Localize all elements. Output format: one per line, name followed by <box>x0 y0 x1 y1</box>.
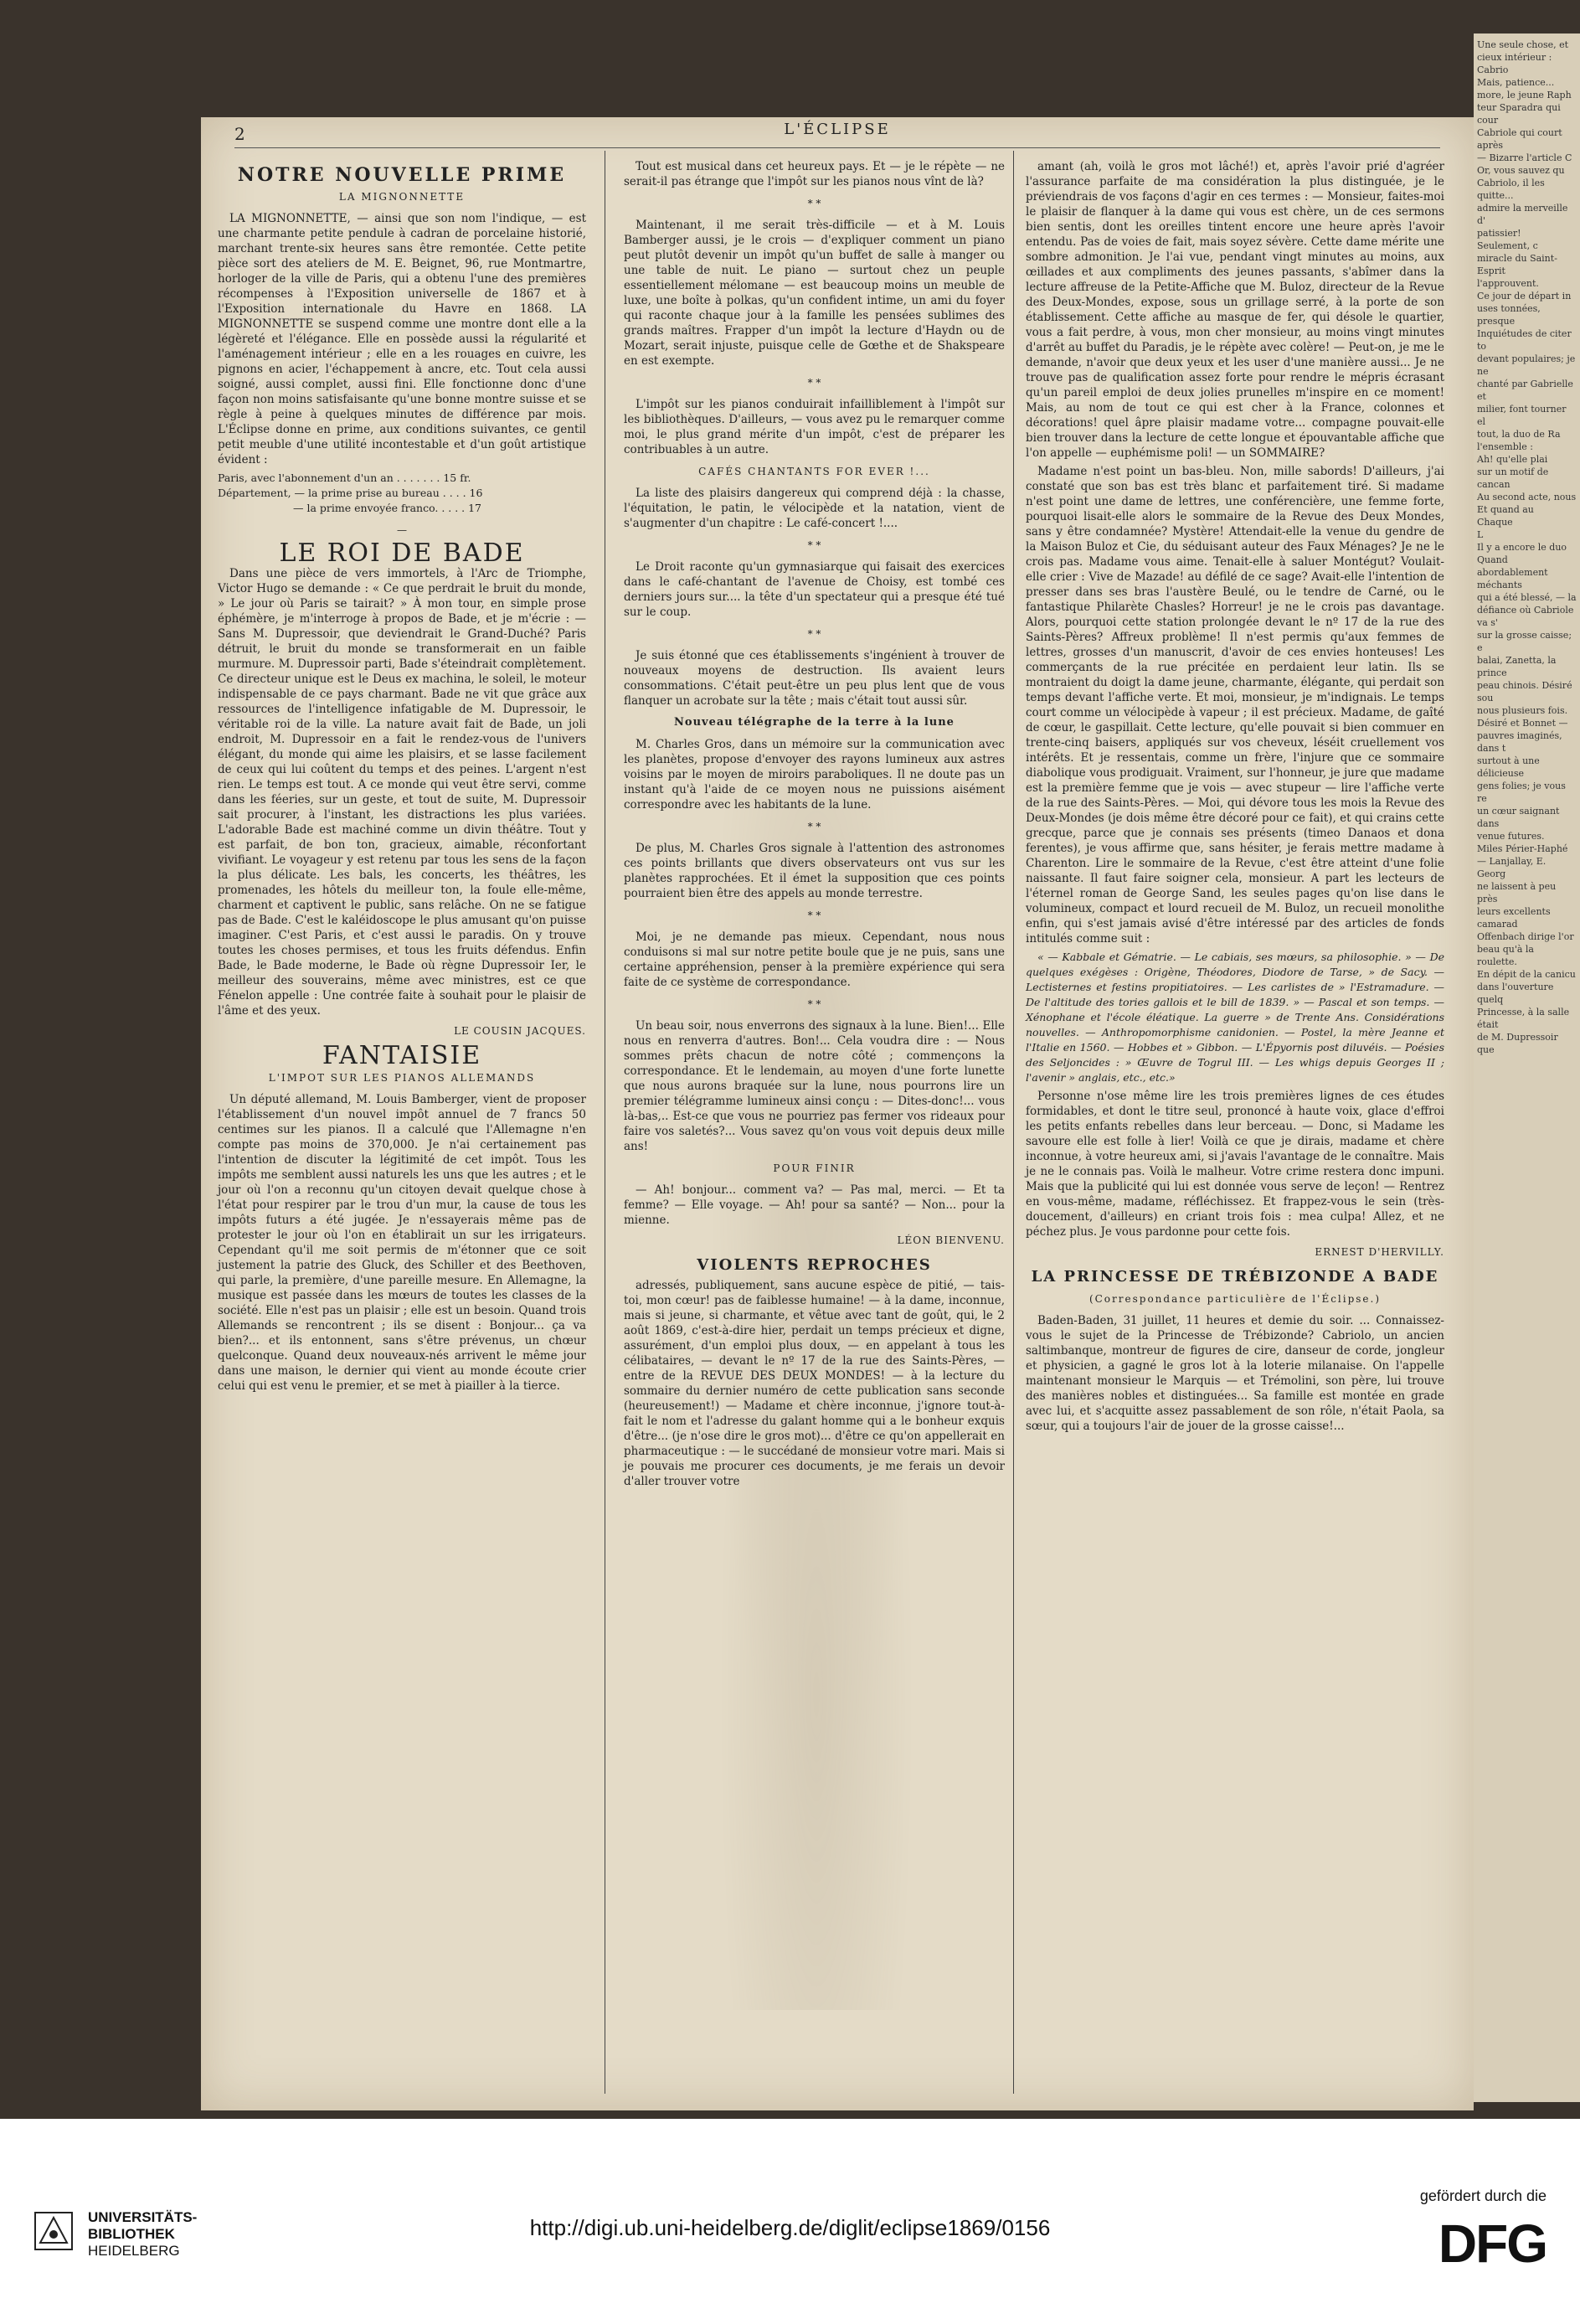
violents-title: VIOLENTS REPROCHES <box>697 1256 932 1274</box>
princesse-text: Baden-Baden, 31 juillet, 11 heures et demie du soir. ... Connaissez-vous le sujet de la Princesse de Trébizonde? Cabriolo, un ancien saltimbanque, montreur de figures de cire, danseur de corde, jongleur et physicien, a gagné le gros lot à la loterie milanaise. On l'appelle maintenant monsieur le Marquis — et Trémolini, son père, lui trouve des manières nobles et distinguées... Sa famille est montée en grade avec lui, et s'acquitte assez passablement de son rôle, n'était Paola, sa sœur, qui a toujours l'air de jouer de la grosse caisse!... <box>1026 1314 1444 1433</box>
column-3 <box>1026 159 1444 1437</box>
column-2 <box>624 159 1005 1492</box>
paragraph: L'impôt sur les pianos conduirait infailliblement à l'impôt sur les bibliothèques. D'ailleurs, — vous avez pu le remarquer comme moi, le plus grand mérite d'un impôt, c'est de préparer les contribuables à un autre. <box>624 398 1005 456</box>
separator: * * <box>807 910 821 921</box>
fantaisie-title: FANTAISIE <box>322 1041 482 1070</box>
paragraph: Un beau soir, nous enverrons des signaux à la lune. Bien!... Elle nous en renverra d'autres. Bon!... Cela voudra dire : — Nous sommes prêts chacun de notre côté ; commençons la correspondance. Et le lendemain, au moyen d'une forte lunette que nous aurons braquée sur la lune, nous pourrons lire un premier télégramme lumineux ainsi conçu : — Dites-donc!... vous là-bas,.. Est-ce que vous ne pourriez pas fermer vos rideaux pour faire vos saletés?... Vous savez qu'on vous voit depuis deux mille ans! <box>624 1019 1005 1153</box>
separator: * * <box>807 821 821 832</box>
page-number: 2 <box>234 124 245 144</box>
signature: ERNEST D'HERVILLY. <box>1315 1246 1444 1258</box>
university-name-line: BIBLIOTHEK <box>88 2226 175 2242</box>
source-url-link[interactable]: http://digi.ub.uni-heidelberg.de/diglit/eclipse1869/0156 <box>529 2215 1051 2240</box>
paragraph: Personne n'ose même lire les trois premières lignes de ces études formidables, et dont le titre seul, prononcé à haute voix, glace d'effroi les petits enfants rebelles dans leur berceau. — Donc, si Madame les savoure elle est folle à lier! Voilà ce que je dirais, madame et chère inconnue, à votre heureux ami, si j'avais l'avantage de le connaître. Mais je ne le connais pas. Voilà le malheur. Votre crime restera donc impuni. Mais que la publicité qui lui est donnée vous serve de leçon! — Rentrez en vous-même, madame, réfléchissez. Et frappez-vous le sein (très-doucement, d'ailleurs) en criant trois fois : mea culpa! Allez, et ne péchez plus. Je vous pardonne pour cette fois. <box>1026 1090 1444 1239</box>
paragraph: Maintenant, il me serait très-difficile — et à M. Louis Bamberger aussi, je le crois — d'expliquer comment un piano peut plutôt devenir un impôt qu'un buffet de salle à manger ou une table de nuit. Le piano — surtout chez un peuple essentiellement mélomane — est beaucoup moins un meuble de luxe, une boîte à polkas, qu'un confident intime, un ami du foyer qui raconte chaque jour à la famille les pensées sublimes des grands maîtres. Frapper d'un impôt la lecture d'Haydn ou de Mozart, serait injuste, puisque celle de Gœthe et de Shakspeare en est exempte. <box>624 219 1005 368</box>
dialogue: — Ah! bonjour... comment va? — Pas mal, merci. — Et ta femme? — Elle voyage. — Ah! pour sa santé? — Non... pour la mienne. <box>624 1183 1005 1227</box>
adjacent-page-text: Une seule chose, et cieux intérieur : Cabrio Mais, patience... more, le jeune Raph teur Sparadra qui cour Cabriole qui court après — Bizarre l'article C Or, vous sauvez qu Cabriolo, il les quitte... admire la merveille d' patissier! Seulement, c miracle du Saint-Esprit l'approuvent. Ce jour de départ in uses tonnées, presque Inquiétudes de citer to devant populaires; je ne chanté par Gabrielle et milier, font tourner el tout, la duo de Ra l'ensemble : Ah! qu'elle plai sur un motif de cancan Au second acte, nous Et quand au Chaque L Il y a encore le duo Quand abordablement méchants qui a été blessé, — la défiance où Cabriole va s' sur la grosse caisse; e balai, Zanetta, la prince peau chinois. Désiré sou nous plusieurs fois. Désiré et Bonnet — pauvres imaginés, dans t surtout à une délicieuse gens folies; je vous re un cœur saignant dans venue futures. Miles Périer-Haphé — Lanjallay, E. Georg ne laissent à peu près leurs excellents camarad Offenbach dirige l'or beau qu'à la roulette. En dépit de la canicu dans l'ouverture quelq Princesse, à la salle était de M. Dupressoir que <box>1477 39 1577 1055</box>
roi-title: LE ROI DE BADE <box>279 538 525 568</box>
cafes-title: CAFÉS CHANTANTS FOR EVER !... <box>698 466 930 477</box>
separator: * * <box>807 377 821 389</box>
column-1 <box>218 159 586 1397</box>
separator: * * <box>807 198 821 209</box>
paragraph: Je suis étonné que ces établissements s'ingénient à trouver de nouveaux moyens de destruction. Ils avaient leurs consommations. C'était peut-être un peu plus lent que de vous flanquer un acrobate sur la tête ; mais c'était tout aussi sûr. <box>624 649 1005 708</box>
university-name-line: UNIVERSITÄTS- <box>88 2209 198 2225</box>
sponsor-label: gefördert durch die <box>1419 2187 1547 2204</box>
signature: LÉON BIENVENU. <box>897 1234 1005 1246</box>
prime-subtitle: LA MIGNONNETTE <box>338 191 466 203</box>
column-rule-2 <box>1013 151 1014 2094</box>
fantaisie-text: Un député allemand, M. Louis Bamberger, vient de proposer l'établissement d'un nouvel impôt annuel de 7 francs 50 centimes sur les pianos. Il a calculé que l'Allemagne n'en compte pas moins de 370,000. Je n'ai certainement pas l'intention de discuter la légitimité de cet impôt. Tous les impôts me semblent aussi naturels les uns que les autres ; et le jour où l'on a reconnu qu'un citoyen devait quelque chose à l'état pour respirer par le trou d'un mur, la cause de tous les impôts futurs a été jugée. Je n'essayerais même pas de protester le jour où l'on en établirait un sur les irrigateurs. Cependant qu'il me soit permis de m'étonner que ce soit justement la patrie des Gluck, des Schiller et des Beethoven, qui parle, la première, d'une pareille mesure. En Allemagne, la musique est passée dans les mœurs de toutes les classes de la société. Elle n'est pas un plaisir ; elle est un besoin. Quand trois Allemands se rencontrent ; ils se disent : Bonjour... ça va bien?... et ils entonnent, sans s'être prévenus, un chœur quelconque. Quand deux nouveaux-nés arrivent le même jour dans une maison, le dernier qui vient au monde écoute crier celui qui est venu le premier, et se met à piailler à la tierce. <box>218 1093 586 1393</box>
paragraph: Le Droit raconte qu'un gymnasiarque qui faisait des exercices dans le café-chantant de l'avenue de Choisy, est tombé ces derniers jours sur.... la tête d'un spectateur qui a presque été tué sur le coup. <box>624 560 1005 619</box>
fantaisie-subtitle: L'IMPOT SUR LES PIANOS ALLEMANDS <box>268 1072 536 1084</box>
paragraph: La liste des plaisirs dangereux qui comprend déjà : la chasse, l'équitation, le patin, le vélocipède et la natation, vient de s'augmenter d'un chapitre : Le café-concert !.... <box>624 487 1005 530</box>
adjacent-page-fragment <box>1474 33 1580 2102</box>
princesse-subtitle: (Correspondance particulière de l'Éclipse.) <box>1089 1293 1382 1305</box>
separator: * * <box>807 628 821 640</box>
prime-text: LA MIGNONNETTE, — ainsi que son nom l'indique, — est une charmante petite pendule à cadran de porcelaine historié, marchant trente-six heures sans être remontée. Cette petite pièce sort des ateliers de M. E. Beignet, 96, rue Montmartre, horloger de la ville de Paris, qui a obtenu l'une des premières récompenses à l'Exposition universelle de 1867 et à l'Exposition internationale du Havre en 1868. LA MIGNONNETTE se suspend comme une montre dont elle a la légèreté et l'élégance. Elle en possède aussi la régularité et l'aménagement intérieur ; elle en a les rouages en cuivre, les pignons en acier, l'échappement à ancre, etc. Tout cela aussi soigné, aussi complet, aussi fini. Elle fonctionne donc d'une façon non moins satisfaisante qu'une bonne montre suisse et se règle à peine à quelques minutes de différence par mois. L'Éclipse donne en prime, aux conditions suivantes, ce gentil petit meuble d'une utilité incontestable et d'un goût artistique évident : <box>218 212 586 466</box>
dfg-logo: DFG <box>1438 2213 1547 2274</box>
sommaire-list: « — Kabbale et Gématrie. — Le cabiais, ses mœurs, sa philosophie. » — De quelques exégèses : Origène, Théodores, Diodore de Tarse, » de Sacy. — Lectisternes et festins propitiatoires. — Les carlistes de » l'Estramadure. — De l'altitude des tories gallois et le bill de 1839. » — Pascal et son temps. — Xénophane et l'école éléatique. La guerre » de Trente Ans. Considérations nouvelles. — Anthropomorphisme canidonien. — Postel, la mère Jeanne et l'Italie en 1560. — Hobbes et » Gibbon. — L'Épyornis post diluvéis. — Poésies des Seljoncides : » Œuvre de Togrul III. — Les whigs depuis Georges II ; l'avenir » anglais, etc., etc.» <box>1026 951 1444 1084</box>
paragraph: M. Charles Gros, dans un mémoire sur la communication avec les planètes, propose d'envoyer des rayons lumineux aux astres voisins par le moyen de miroirs paraboliques. Il ne doute pas un instant qu'à l'aide de ce moyen nous ne puissions aisément correspondre avec les habitants de la lune. <box>624 738 1005 812</box>
footer-bar <box>0 2119 1580 2324</box>
princesse-title: LA PRINCESSE DE TRÉBIZONDE A BADE <box>1031 1268 1439 1286</box>
pour-finir-title: POUR FINIR <box>773 1162 856 1174</box>
violents-text: adressés, publiquement, sans aucune espèce de pitié, — tais-toi, mon cœur! pas de faiblesse humaine! — à la dame, inconnue, mais si jeune, si charmante, et vêtue avec tant de goût, qui, le 2 août 1869, c'est-à-dire hier, perdait un temps précieux et digne, assurément, d'un emploi plus doux, — en appelant à tous les célibataires, — devant le nº 17 de la rue des Saints-Pères, — entre de la REVUE DES DEUX MONDES! — à la lecture du sommaire du dernier numéro de cette publication sans seconde (heureusement!) — Madame et chère inconnue, j'ignore tout-à-fait le nom et l'adresse du galant homme qui a le bonheur exquis d'être... (je n'ose dire le gros mot)... d'être ce qu'on appellerait en pharmaceutique : — le succédané de monsieur votre mari. Mais si je pouvais me procurer ces documents, je me ferais un devoir d'aller trouver votre <box>624 1279 1005 1488</box>
separator: * * <box>807 539 821 551</box>
prime-title: NOTRE NOUVELLE PRIME <box>237 164 567 186</box>
price-line: Département, — la prime prise au bureau . . . . 16 <box>218 487 483 499</box>
newspaper-page <box>201 117 1474 2110</box>
roi-signature: LE COUSIN JACQUES. <box>454 1025 586 1037</box>
masthead: L'ÉCLIPSE <box>784 121 891 138</box>
separator: * * <box>807 998 821 1010</box>
telegraph-title: Nouveau télégraphe de la terre à la lune <box>674 716 955 729</box>
column-2-intro: Tout est musical dans cet heureux pays. Et — je le répète — ne serait-il pas étrange que l'impôt sur les pianos nous vînt de là? <box>624 160 1005 188</box>
separator: — <box>397 524 407 536</box>
price-line: — la prime envoyée franco. . . . . 17 <box>293 502 482 514</box>
paragraph: amant (ah, voilà le gros mot lâché!) et, après l'avoir prié d'agréer l'assurance parfaite de ma considération la plus distinguée, je le préviendrais de vos façons d'agir en ces termes : — Monsieur, faites-moi le plaisir de flanquer à la dame qui vous est chère, un de ces sermons bien sentis, dont les oreilles tintent encore une heure après l'avoir entendu. Pas de voies de fait, mais soyez sévère. Cette dame mérite une sombre admonition. Je l'ai vue, pendant vingt minutes au moins, aux œillades et aux compliments des jeunes passants, s'abîmer dans la lecture affreuse de la Petite-Affiche que M. Buloz, directeur de la Revue des Deux-Mondes, expose, sous un grillage serré, à la porte de son établissement. Cette affiche au masque de fer, qui désole le quartier, vous a fait perdre, à vous, mon cher monsieur, au moins vingt minutes d'arrêt au buffet du Paradis, je le répète avec colère! — Peut-on, je me le demande, n'avoir que deux yeux et les user d'une manière aussi... Je ne trouve pas de qualification assez forte pour rendre le mépris écrasant qu'un pareil emploi de deux jolies prunelles m'inspire en ce moment! Mais, au nom de tout ce qui est cher à la France, colonnes et décorations! quel âpre plaisir madame votre... compagne pouvait-elle bien trouver dans la lecture de cette longue et épouvantable affiche que l'on appelle — euphémisme poli! — un SOMMAIRE? <box>1026 160 1444 460</box>
page-header <box>234 117 1440 148</box>
paragraph: Moi, je ne demande pas mieux. Cependant, nous nous conduisons si mal sur notre petite boule que je ne puis, sans une certaine appréhension, penser à la première expérience qui sera faite de ce système de correspondance. <box>624 930 1005 989</box>
price-line: Paris, avec l'abonnement d'un an . . . . . . . 15 fr. <box>218 471 471 484</box>
university-name-line: HEIDELBERG <box>88 2243 180 2259</box>
paragraph: De plus, M. Charles Gros signale à l'attention des astronomes ces points brillants que divers observateurs ont vus sur les planètes rapprochées. Et il émet la supposition que ces points pourraient bien être des appels au monde terrestre. <box>624 842 1005 900</box>
roi-text: Dans une pièce de vers immortels, à l'Arc de Triomphe, Victor Hugo se demande : « Ce que perdrait le bruit du monde, » Le jour où Paris se tairait? » À mon tour, en simple prose éphémère, je m'interroge à propos de Bade, et je m'écrie : — Sans M. Dupressoir, que deviendrait le Grand-Duché? Paris détruit, le bruit du monde se transformerait en un faible murmure. M. Dupressoir parti, Bade s'éteindrait complètement. Ce directeur unique est le Deus ex machina, le soleil, le moteur indispensable de ce pays charmant. Bade ne vit que grâce aux ressources de l'intelligence infatigable de M. Dupressoir, le véritable roi de la ville. La nature avait fait de Bade, un joli endroit, M. Dupressoir en a fait le rendez-vous de l'univers élégant, du monde qui aime les plaisirs, et se lasse facilement de ceux qui lui coûtent du temps et des peines. L'argent n'est rien. Le temps est tout. A ce monde qui veut être servi, comme dans les féeries, sur un geste, et tout de suite, M. Dupressoir sait procurer, à l'instant, les distractions les plus variées. L'adorable Bade est machiné comme un divin théâtre. Tout y est parfait, de bon ton, gracieux, aimable, réconfortant vivifiant. Le voyageur y est retenu par tous les sens de la façon la plus délicate. Les bals, les concerts, les théâtres, les promenades, les hôtels du meilleur ton, la foule elle-même, charment et captivent le public, sans relâche. On ne se fatigue pas de Bade. C'est le kaléidoscope le plus amusant qu'on puisse imaginer. C'est Paris, et c'est aussi le paradis. On y trouve toutes les choses permises, et tous les fruits défendus. Enfin Bade, le Bade moderne, le Bade où règne Dupressoir Ier, le meilleur des souverains, même avec ministres, est ce que Fénelon appelle : Une contrée faite à souhait pour le plaisir de l'âme et des yeux. <box>218 567 586 1018</box>
paragraph: Madame n'est point un bas-bleu. Non, mille sabords! D'ailleurs, j'ai constaté que son bas est très blanc et parfaitement tiré. Si madame n'est point une dame de lettres, une conférencière, une femme forte, pourquoi lisait-elle alors le sommaire de la Revue des Deux Mondes, sans y être condamnée? Mystère! Attendait-elle la venue du gendre de la Maison Buloz et Cie, du séduisant auteur des Faux Ménages? Je ne le crois pas. Madame vous aime. Tenait-elle à saluer Montégut? Voulait-elle crier : Vive de Mazade! au défilé de ce sage? Avait-elle l'intention de presser dans ses bras l'austère Beulé, ou le tendre de Carné, ou le fantastique Philarète Chasles? Horreur! je ne le crois pas davantage. Alors, pourquoi cette station prolongée devant le nº 17 de la rue des Saints-Pères? Affreux problème! Il n'est permis qu'aux femmes de lettres, grosses d'un manuscrit, d'avoir de ces envies honteuses! Les commerçants de la rue précitée en perdaient leur latin. Ils se montraient du doigt la dame jeune, charmante, élégante, qui perdait son temps devant l'affiche verte. Et moi, monsieur, je m'indignais. Le temps court comme un vélocipède à vapeur ; il est précieux. Madame, de gaîté de cœur, le gaspillait. Cette lecture, qu'elle pouvait si bien commuer en trente-cinq baisers, appliqués sur vos cheveux, léséit cruellement vos intérêts. Et je ressentais, comme un frère, l'injure que ce sommaire diabolique vous prodiguait. Vraiment, sur l'honneur, je jure que madame est la première femme que je vois — avec stupeur — lire l'affiche verte de la rue des Saints-Pères. — Moi, qui dévore tous les mois la Revue des Deux-Mondes (je dois même être décoré pour ce fait), et qui crains cette grecque, parce que je connais ses présents (timeo Danaos et dona ferentes), je vous affirme que, sans hésiter, je ferais mettre madame à Charenton. Lire le sommaire de la Revue, c'est être atteint d'une folie naissante. Il faut faire soigner cela, monsieur. A part les lecteurs de l'éternel roman de George Sand, les seules pages qu'on lise dans le volumineux, compact et lourd recueil de M. Buloz, un recueil monolithe enfin, qui s'est jamais avisé d'être intéressé par des articles de fonds intitulés comme suit : <box>1026 465 1444 946</box>
